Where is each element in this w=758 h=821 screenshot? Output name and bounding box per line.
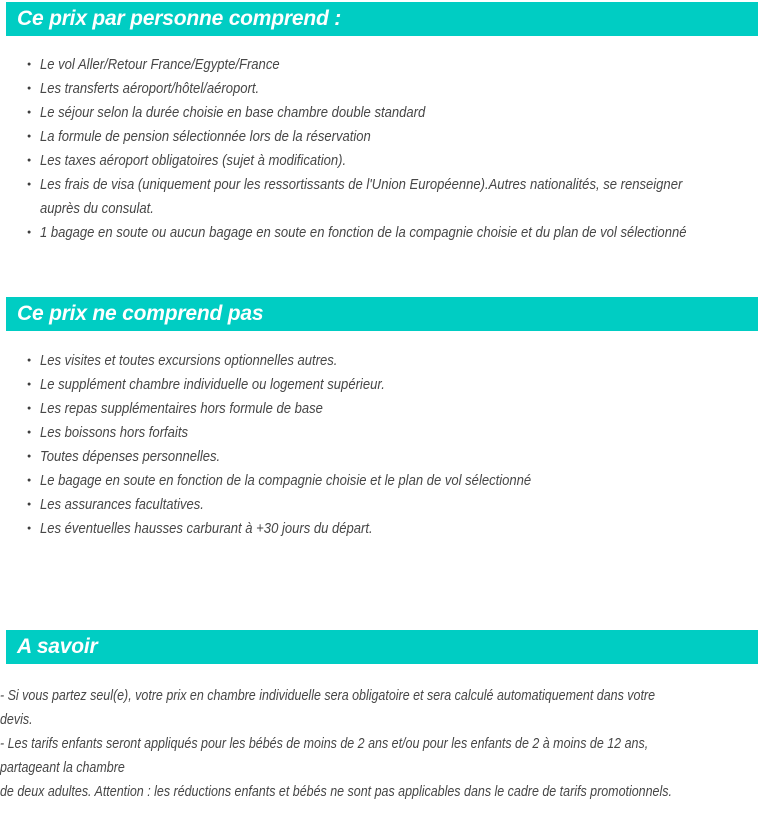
list-item [27, 221, 758, 245]
paragraph-line: partageant la chambre [0, 760, 125, 776]
section-title: Ce prix par personne comprend : [17, 7, 342, 30]
list-item-text: auprès du consulat. [40, 201, 154, 217]
list-item-text: ● Le supplément chambre individuelle ou logement supérieur. [40, 377, 385, 393]
list-item-text: ● Les frais de visa (uniquement pour les ressortissants de l'Union Européenne).Autres nationalités, se renseigner [40, 177, 683, 193]
price-excludes-list [27, 349, 758, 541]
list-item-text: ● Toutes dépenses personnelles. [40, 449, 221, 465]
paragraph-line: - Les tarifs enfants seront appliqués pour les bébés de moins de 2 ans et/ou pour les enfants de 2 à moins de 12 ans, [0, 736, 649, 752]
section-header-good-to-know [6, 630, 758, 664]
list-item-text: ● Les repas supplémentaires hors formule de base [40, 401, 323, 417]
list-item-text: ● Le bagage en soute en fonction de la compagnie choisie et le plan de vol sélectionné [40, 473, 532, 489]
section-header-price-includes [6, 2, 758, 36]
list-item [27, 421, 758, 445]
section-header-price-excludes [6, 297, 758, 331]
price-includes-list [27, 53, 758, 245]
paragraph-line: devis. [0, 712, 33, 728]
list-item-text: ● Les boissons hors forfaits [40, 425, 188, 441]
section-title: A savoir [17, 635, 98, 658]
list-item [27, 149, 758, 173]
list-item [27, 77, 758, 101]
list-item-text: ● Les taxes aéroport obligatoires (sujet à modification). [40, 153, 347, 169]
list-item [27, 445, 758, 469]
list-item [27, 101, 758, 125]
list-item [27, 373, 758, 397]
list-item [27, 349, 758, 373]
list-item-text: ● Les éventuelles hausses carburant à +30 jours du départ. [40, 521, 373, 537]
price-info-page [0, 2, 758, 821]
good-to-know-paragraph [0, 684, 758, 804]
list-item-text: ● Le vol Aller/Retour France/Egypte/France [40, 57, 280, 73]
list-item-text: ● Les transferts aéroport/hôtel/aéroport. [40, 81, 260, 97]
list-item [27, 397, 758, 421]
paragraph-line: - Si vous partez seul(e), votre prix en chambre individuelle sera obligatoire et sera calculé automatiquement dans votre [0, 688, 656, 704]
list-item [27, 493, 758, 517]
section-title: Ce prix ne comprend pas [17, 302, 264, 325]
paragraph-line: de deux adultes. Attention : les réductions enfants et bébés ne sont pas applicables dans le cadre de tarifs promotionnels. [0, 784, 672, 800]
list-item-text: ● Le séjour selon la durée choisie en base chambre double standard [40, 105, 426, 121]
list-item [27, 53, 758, 77]
list-item-text: ● 1 bagage en soute ou aucun bagage en soute en fonction de la compagnie choisie et du plan de vol sélectionné [40, 225, 687, 241]
list-item [27, 517, 758, 541]
list-item-text: ● Les assurances facultatives. [40, 497, 204, 513]
list-item [27, 125, 758, 149]
list-item [27, 469, 758, 493]
list-item [27, 173, 758, 221]
list-item-text: ● Les visites et toutes excursions optionnelles autres. [40, 353, 338, 369]
list-item-text: ● La formule de pension sélectionnée lors de la réservation [40, 129, 371, 145]
